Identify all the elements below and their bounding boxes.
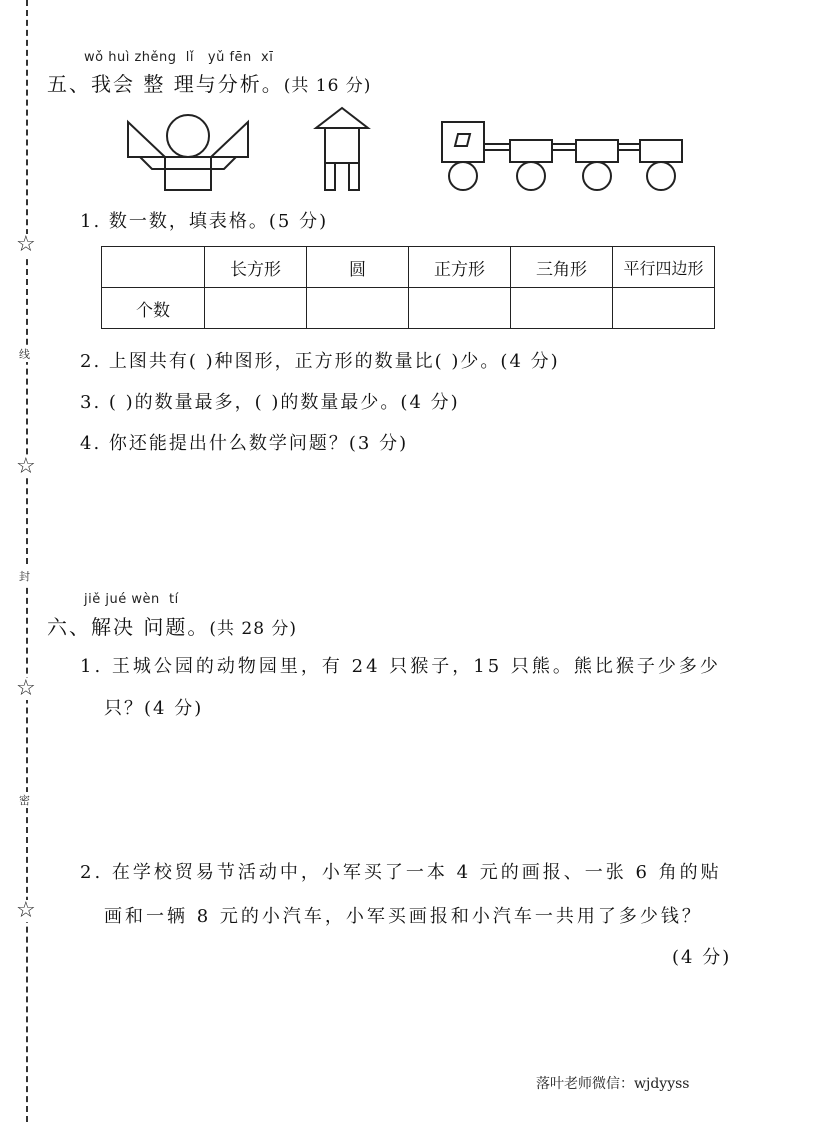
- figure1-square: [165, 157, 211, 190]
- train-wheel: [647, 162, 675, 190]
- train-link: [618, 144, 640, 150]
- figure1-circle: [167, 115, 209, 157]
- count-table: [101, 246, 715, 329]
- answer-cell-circle[interactable]: [307, 288, 409, 329]
- table-header-cell: 长方形: [205, 247, 307, 288]
- section5-q4: 4. 你还能提出什么数学问题？(3 分): [80, 433, 409, 454]
- binding-dashed-line: [26, 0, 28, 1122]
- section5-pinyin: wǒ huì zhěng lǐ yǔ fēn xī: [84, 50, 274, 65]
- table-header-cell: [102, 247, 205, 288]
- figure2-right-leg: [349, 163, 359, 190]
- star-icon: ☆: [16, 898, 36, 923]
- figure1-right-triangle: [211, 122, 248, 157]
- train-car: [576, 140, 618, 162]
- section6-q1-line1: 1. 王城公园的动物园里，有 24 只猴子，15 只熊。熊比猴子少多少: [80, 656, 721, 677]
- answer-cell-square[interactable]: [409, 288, 511, 329]
- train-engine: [442, 122, 484, 162]
- section5-q1: 1. 数一数，填表格。(5 分): [80, 211, 329, 232]
- train-car: [510, 140, 552, 162]
- table-header-row: [102, 247, 715, 288]
- figure1-parallelogram: [140, 157, 236, 169]
- table-header-cell: 圆: [307, 247, 409, 288]
- margin-mark-mi: 密: [19, 794, 30, 807]
- answer-cell-parallelogram[interactable]: [613, 288, 715, 329]
- figure2-left-leg: [325, 163, 335, 190]
- train-wheel: [517, 162, 545, 190]
- table-header-cell: 三角形: [511, 247, 613, 288]
- footer-contact: 落叶老师微信：wjdyyss: [536, 1076, 690, 1092]
- section6-pinyin: jiě jué wèn tí: [84, 592, 179, 607]
- train-link: [484, 144, 510, 150]
- train-window: [455, 134, 470, 146]
- answer-cell-triangle[interactable]: [511, 288, 613, 329]
- train-wheel: [583, 162, 611, 190]
- answer-cell-rectangle[interactable]: [205, 288, 307, 329]
- section5-heading: [47, 68, 371, 97]
- section6-q2-line2: 画和一辆 8 元的小汽车，小军买画报和小汽车一共用了多少钱？: [104, 906, 703, 927]
- figure2-rect: [325, 128, 359, 163]
- figure2-triangle: [316, 108, 368, 128]
- train-link: [552, 144, 576, 150]
- train-wheel: [449, 162, 477, 190]
- section6-points: (共 28 分): [209, 619, 298, 639]
- table-header-cell: 正方形: [409, 247, 511, 288]
- section6-q1-line2: 只？(4 分): [104, 698, 204, 719]
- star-icon: ☆: [16, 232, 36, 257]
- section6-q2-points: (4 分): [672, 947, 732, 968]
- section5-points: (共 16 分): [283, 76, 372, 96]
- margin-mark-feng: 封: [19, 570, 30, 583]
- section6-heading: [47, 611, 297, 640]
- table-row: [102, 288, 715, 329]
- shapes-figure: [120, 100, 720, 195]
- table-row-label: 个数: [102, 288, 205, 329]
- section5-q3: 3. ( )的数量最多，( )的数量最少。(4 分): [80, 392, 460, 413]
- train-car: [640, 140, 682, 162]
- star-icon: ☆: [16, 454, 36, 479]
- section6-q2-line1: 2. 在学校贸易节活动中，小军买了一本 4 元的画报、一张 6 角的贴: [80, 862, 722, 883]
- table-header-cell: 平行四边形: [613, 247, 715, 288]
- margin-mark-xian: 线: [19, 348, 30, 361]
- figure1-left-triangle: [128, 122, 165, 157]
- section5-title: 五、我会 整 理与分析。: [47, 72, 284, 96]
- section5-q2: 2. 上图共有( )种图形，正方形的数量比( )少。(4 分): [80, 351, 560, 372]
- section6-title: 六、解决 问题。: [47, 615, 210, 639]
- star-icon: ☆: [16, 676, 36, 701]
